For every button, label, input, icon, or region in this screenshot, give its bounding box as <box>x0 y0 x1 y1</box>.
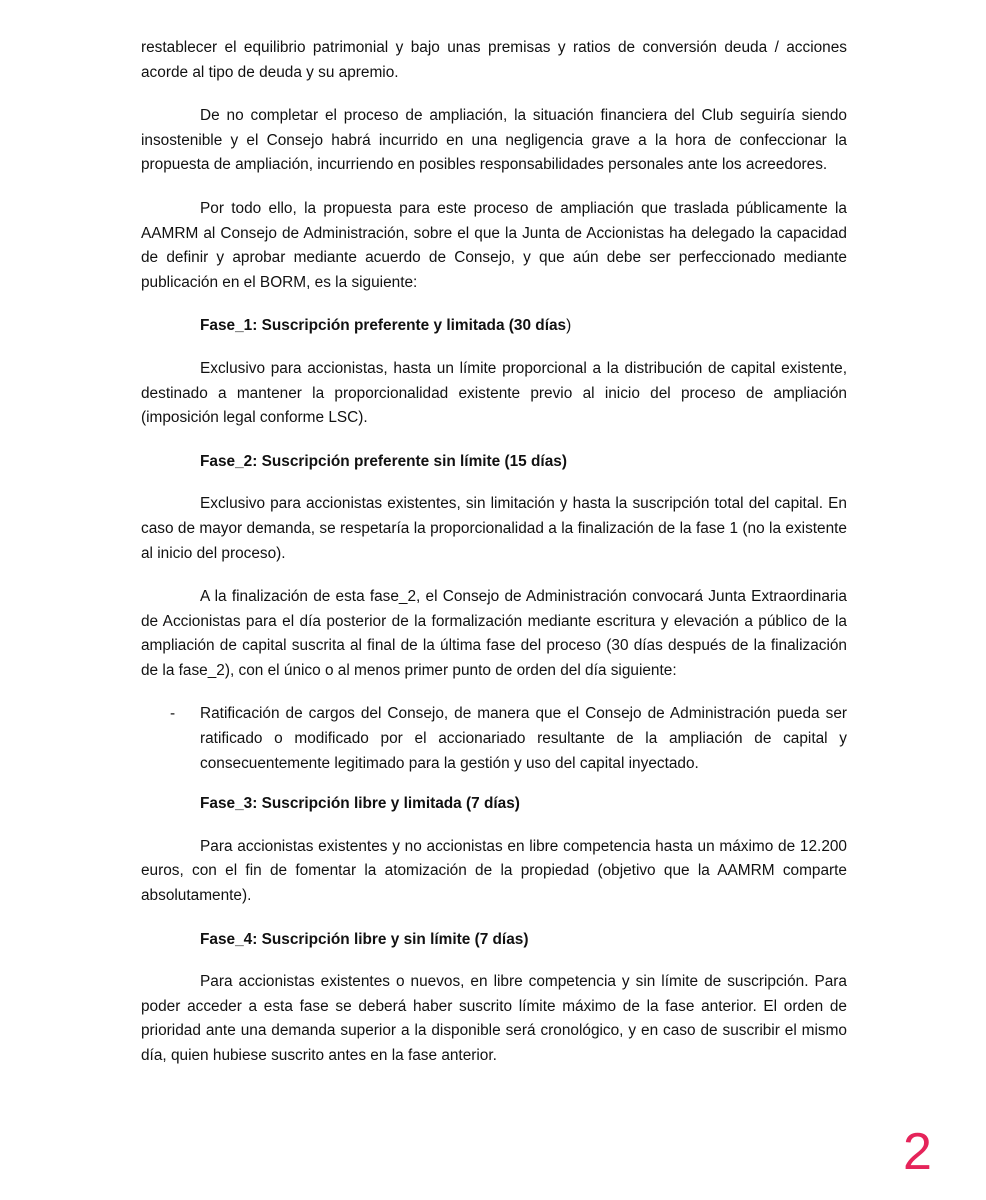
fase-1-description: Exclusivo para accionistas, hasta un límite proporcional a la distribución de capital existente, destinado a mantener la proporcionalidad existente previo al inicio del proceso de ampliación (imposición legal conforme LSC). <box>141 359 847 427</box>
list-item <box>141 702 847 776</box>
paragraph-financial-situation: De no completar el proceso de ampliación, la situación financiera del Club seguiría siendo insostenible y el Consejo habrá incurrido en una negligencia grave a la hora de confeccionar la propuesta de ampliación, incurriendo en posibles responsabilidades personales ante los acreedores. <box>141 107 847 174</box>
page-number: 2 <box>903 1123 932 1181</box>
paragraph-continuation: restablecer el equilibrio patrimonial y bajo unas premisas y ratios de conversión deuda / acciones acorde al tipo de deuda y su apremio. <box>141 39 847 81</box>
fase-2-heading: Fase_2: Suscripción preferente sin límite (15 días) <box>200 452 567 470</box>
fase-3-heading: Fase_3: Suscripción libre y limitada (7 días) <box>200 795 520 813</box>
bullet-dash: - <box>170 705 176 723</box>
fase-3-description: Para accionistas existentes y no accionistas en libre competencia hasta un máximo de 12.200 euros, con el fin de fomentar la atomización de la propiedad (objetivo que la AAMRM comparte absolutamente). <box>141 837 847 905</box>
fase-1-heading-tail: ) <box>566 317 572 335</box>
fase-2-junta-paragraph: A la finalización de esta fase_2, el Consejo de Administración convocará Junta Extraordinaria de Accionistas para el día posterior de la formalización mediante escritura y elevación a público de la ampliación de capital suscrita al final de la última fase del proceso (30 días después de la finalización de la fase_2), con el único o al menos primer punto de orden del día siguiente: <box>141 588 847 679</box>
paragraph-proposal: Por todo ello, la propuesta para este proceso de ampliación que traslada públicamente la AAMRM al Consejo de Administración, sobre el que la Junta de Accionistas ha delegado la capacidad de definir y aprobar mediante acuerdo de Consejo, y que aún debe ser perfeccionado mediante publicación en el BORM, es la siguiente: <box>141 199 847 291</box>
document-page <box>141 36 847 1088</box>
fase-1-heading <box>200 314 847 339</box>
fase-4-description: Para accionistas existentes o nuevos, en libre competencia y sin límite de suscripción. Para poder acceder a esta fase se deberá haber suscrito límite máximo de la fase anterior. El orden de prioridad ante una demanda superior a la disponible será cronológico, y en caso de suscribir el mismo día, quien hubiese suscrito antes en la fase anterior. <box>141 973 847 1064</box>
fase-4-heading: Fase_4: Suscripción libre y sin límite (7 días) <box>200 930 529 948</box>
bullet-text: Ratificación de cargos del Consejo, de manera que el Consejo de Administración pueda ser ratificado o modificado por el accionariado resultante de la ampliación de capital y consecuentemente legitimado para la gestión y uso del capital inyectado. <box>200 705 847 772</box>
fase-1-heading-text: Fase_1: Suscripción preferente y limitada (30 días <box>200 317 567 335</box>
fase-2-description: Exclusivo para accionistas existentes, sin limitación y hasta la suscripción total del capital. En caso de mayor demanda, se respetaría la proporcionalidad a la finalización de la fase 1 (no la existente al inicio del proceso). <box>141 495 847 562</box>
